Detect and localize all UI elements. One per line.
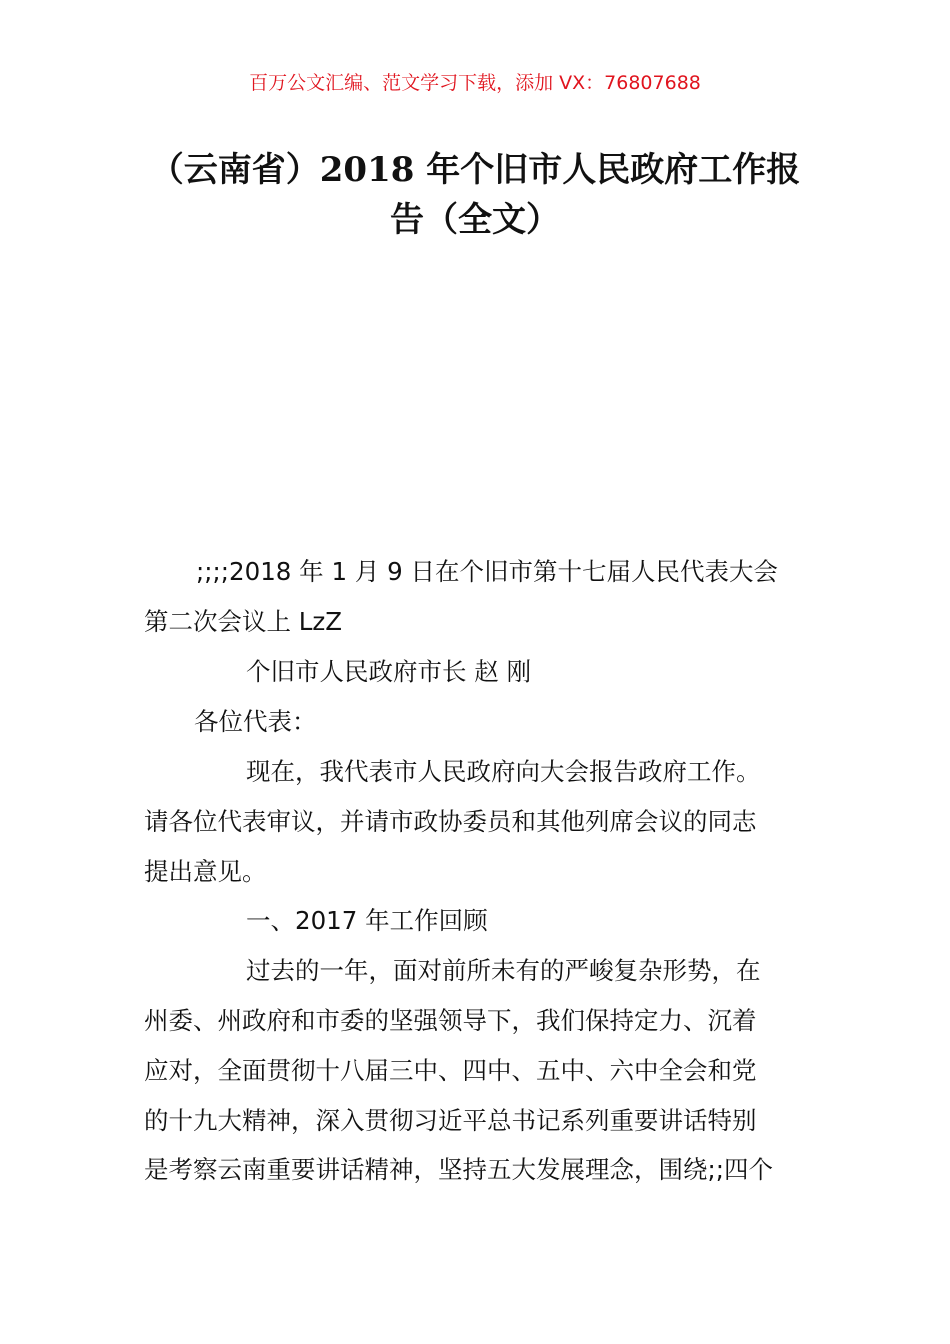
speaker-line: 个旧市人民政府市长 赵 刚	[246, 657, 532, 686]
document-title-line-2: 告（全文）	[390, 200, 560, 240]
body-line: 现在，我代表市人民政府向大会报告政府工作。	[246, 757, 761, 786]
body-line: 州委、州政府和市委的坚强领导下，我们保持定力、沉着	[144, 1006, 757, 1035]
body-line: ;;;;2018 年 1 月 9 日在个旧市第十七届人民代表大会	[196, 557, 778, 586]
body-line: 请各位代表审议，并请市政协委员和其他列席会议的同志	[144, 807, 757, 836]
section-heading: 一、2017 年工作回顾	[246, 906, 488, 935]
salutation: 各位代表：	[194, 707, 317, 736]
body-line: 应对，全面贯彻十八届三中、四中、五中、六中全会和党	[144, 1056, 757, 1085]
header-notice: 百万公文汇编、范文学习下载，添加 VX：76807688	[249, 72, 701, 94]
body-line: 提出意见。	[144, 857, 267, 886]
body-line: 第二次会议上 LzZ	[144, 607, 343, 636]
body-line: 过去的一年，面对前所未有的严峻复杂形势，在	[246, 956, 761, 985]
body-line: 是考察云南重要讲话精神，坚持五大发展理念，围绕;;四个	[144, 1155, 774, 1184]
document-title-line-1: （云南省）2018 年个旧市人民政府工作报	[149, 150, 801, 190]
body-line: 的十九大精神，深入贯彻习近平总书记系列重要讲话特别	[144, 1106, 757, 1135]
